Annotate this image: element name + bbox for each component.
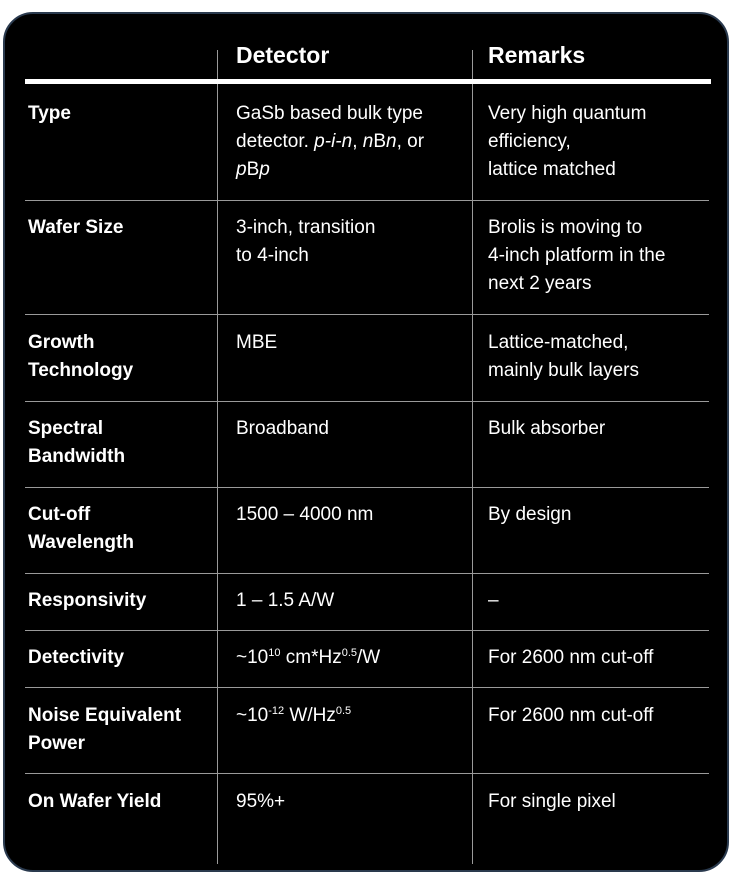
row-nep-remarks: For 2600 nm cut-off xyxy=(488,705,654,726)
row-divider xyxy=(25,487,709,488)
row-label-detectivity: Detectivity xyxy=(28,647,125,668)
row-label-cutoff-wavelength: Cut-off Wavelength xyxy=(28,504,134,553)
column-divider-2 xyxy=(472,50,473,864)
row-wafer-size-remarks: Brolis is moving to 4-inch platform in the next 2 years xyxy=(488,217,666,294)
row-responsivity-detector: 1 – 1.5 A/W xyxy=(236,590,335,611)
row-type-remarks: Very high quantum efficiency, lattice matched xyxy=(488,103,647,180)
row-yield-detector: 95%+ xyxy=(236,791,286,812)
row-divider xyxy=(25,200,709,201)
row-label-growth-technology: Growth Technology xyxy=(28,332,134,381)
row-label-wafer-size: Wafer Size xyxy=(28,217,124,238)
row-growth-remarks: Lattice-matched, mainly bulk layers xyxy=(488,332,639,381)
column-divider-1 xyxy=(217,50,218,864)
row-spectral-detector: Broadband xyxy=(236,418,329,439)
row-divider xyxy=(25,773,709,774)
row-cutoff-detector: 1500 – 4000 nm xyxy=(236,504,374,525)
row-spectral-remarks: Bulk absorber xyxy=(488,418,606,439)
header-detector: Detector xyxy=(236,42,330,68)
row-divider xyxy=(25,687,709,688)
row-detectivity-detector: $\sim 10^{10}$ $cm*Hz^{0.5}/W$ xyxy=(236,647,381,668)
row-divider xyxy=(25,401,709,402)
row-responsivity-remarks: – xyxy=(488,590,499,611)
row-label-noise-equivalent-power: Noise Equivalent Power xyxy=(28,705,182,754)
row-growth-detector: MBE xyxy=(236,332,278,353)
row-label-type: Type xyxy=(28,103,71,124)
row-cutoff-remarks: By design xyxy=(488,504,572,525)
row-yield-remarks: For single pixel xyxy=(488,791,616,812)
row-type-detector: GaSb based bulk type detector. p-i-n, nBn, or pBp xyxy=(236,103,425,180)
row-label-responsivity: Responsivity xyxy=(28,590,147,611)
row-divider xyxy=(25,630,709,631)
row-label-on-wafer-yield: On Wafer Yield xyxy=(28,791,162,812)
header-remarks: Remarks xyxy=(488,42,586,68)
row-label-spectral-bandwidth: Spectral Bandwidth xyxy=(28,418,126,467)
row-wafer-size-detector: 3-inch, transition to 4-inch xyxy=(236,217,376,266)
row-detectivity-remarks: For 2600 nm cut-off xyxy=(488,647,654,668)
spec-table-card xyxy=(3,12,729,872)
row-divider xyxy=(25,314,709,315)
row-divider xyxy=(25,573,709,574)
header-rule xyxy=(25,79,711,84)
row-nep-detector: $\sim 10^{-12}$ $W/Hz^{0.5}$ xyxy=(236,705,352,726)
